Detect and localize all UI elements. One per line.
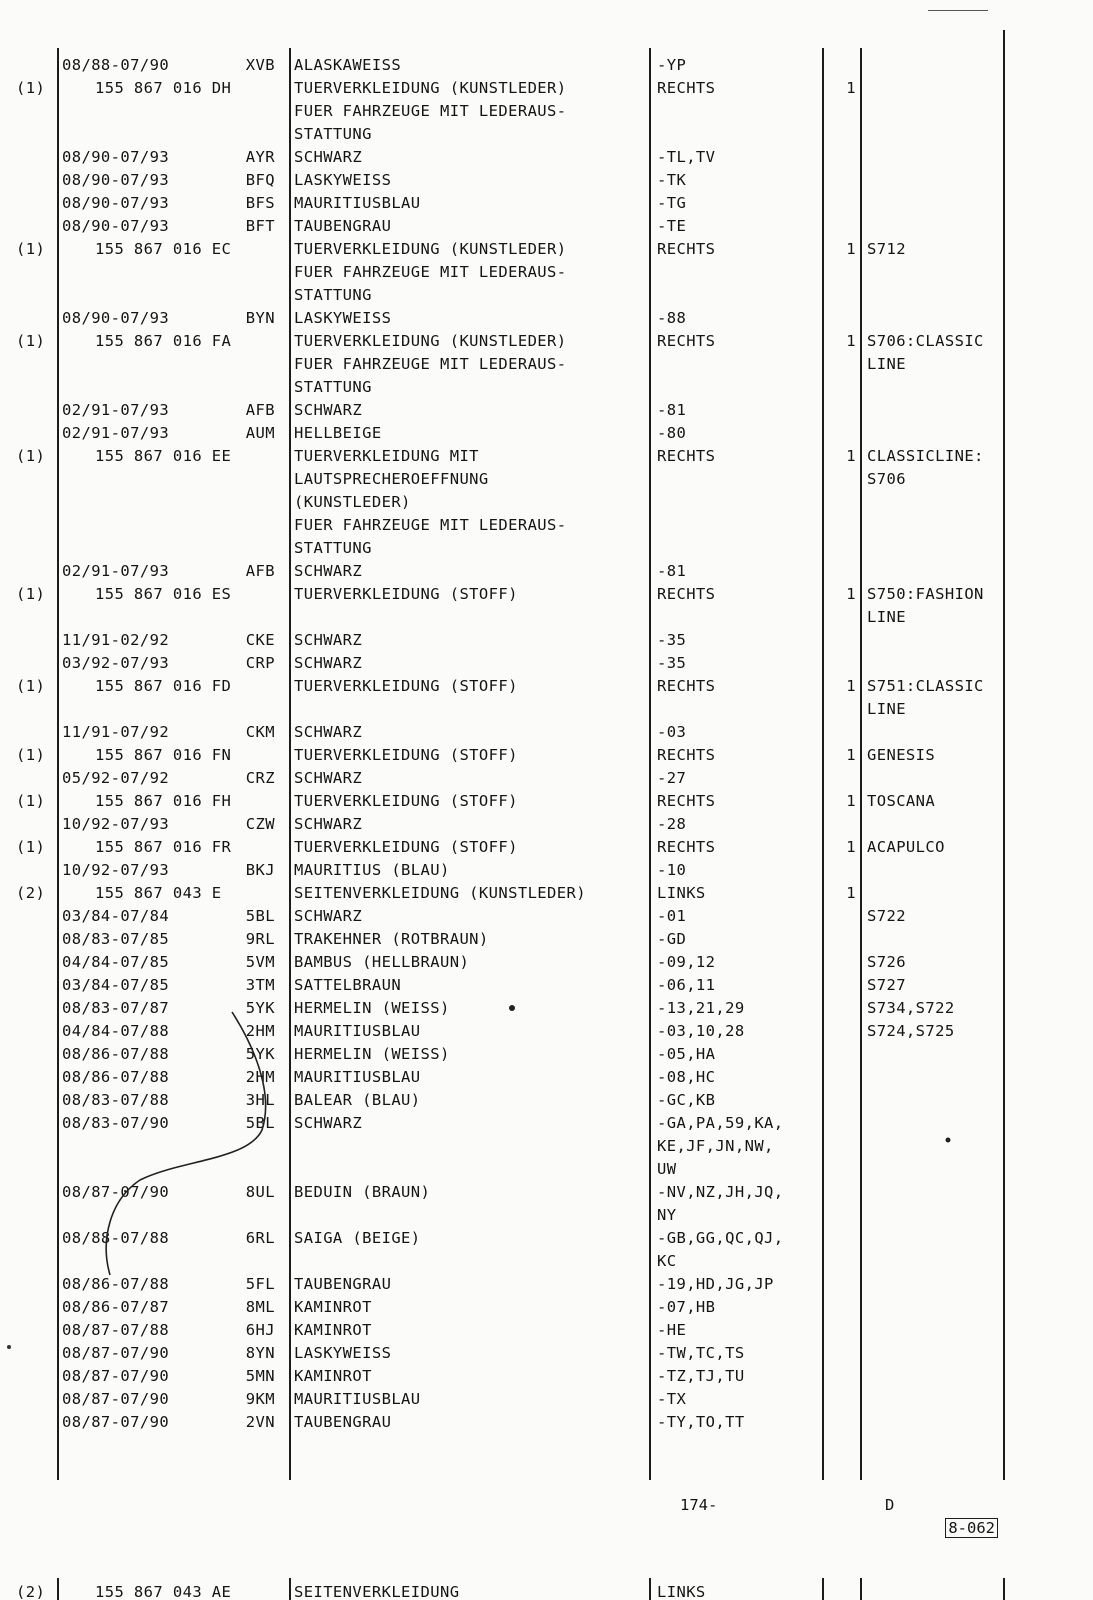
- color-code: 8UL: [245, 1183, 275, 1201]
- peek-divider-code: [289, 1578, 291, 1600]
- color-code: BKJ: [245, 861, 275, 879]
- color-code: 9RL: [245, 930, 275, 948]
- color-code: BYN: [245, 309, 275, 327]
- row-mark: (1): [16, 79, 46, 97]
- remark: -07,HB: [657, 1298, 716, 1316]
- description: SEITENVERKLEIDUNG (KUNSTLEDER): [294, 884, 586, 902]
- remark: -81: [657, 562, 687, 580]
- color-code: 2VN: [245, 1413, 275, 1431]
- date-range: 08/83-07/85: [62, 930, 170, 948]
- note: S706: [867, 470, 906, 488]
- description: SCHWARZ: [294, 815, 363, 833]
- remark: -88: [657, 309, 687, 327]
- description: TUERVERKLEIDUNG (KUNSTLEDER): [294, 332, 567, 350]
- quantity: 1: [846, 884, 856, 902]
- description: FUER FAHRZEUGE MIT LEDERAUS-: [294, 516, 567, 534]
- quantity: 1: [846, 677, 856, 695]
- date-range: 08/86-07/88: [62, 1068, 170, 1086]
- note: TOSCANA: [867, 792, 936, 810]
- part-number: 155 867 016 FR: [95, 838, 232, 856]
- color-code: 5BL: [245, 1114, 275, 1132]
- date-range: 08/88-07/90: [62, 56, 170, 74]
- color-code: XVB: [245, 56, 275, 74]
- remark: -08,HC: [657, 1068, 716, 1086]
- color-code: AUM: [245, 424, 275, 442]
- remark: RECHTS: [657, 838, 716, 856]
- row-mark: (1): [16, 677, 46, 695]
- date-range: 02/91-07/93: [62, 401, 170, 419]
- description: FUER FAHRZEUGE MIT LEDERAUS-: [294, 263, 567, 281]
- color-code: 3HL: [245, 1091, 275, 1109]
- remark: -TE: [657, 217, 687, 235]
- remark: -01: [657, 907, 687, 925]
- date-range: 08/90-07/93: [62, 171, 170, 189]
- description: SCHWARZ: [294, 1114, 363, 1132]
- description: SCHWARZ: [294, 769, 363, 787]
- row-mark: (1): [16, 240, 46, 258]
- date-range: 08/86-07/87: [62, 1298, 170, 1316]
- description: TUERVERKLEIDUNG (STOFF): [294, 838, 518, 856]
- peek-desc: SEITENVERKLEIDUNG: [294, 1583, 460, 1600]
- remark: -35: [657, 631, 687, 649]
- date-range: 08/90-07/93: [62, 309, 170, 327]
- date-range: 10/92-07/93: [62, 861, 170, 879]
- description: TUERVERKLEIDUNG MIT: [294, 447, 479, 465]
- date-range: 08/86-07/88: [62, 1275, 170, 1293]
- remark: RECHTS: [657, 79, 716, 97]
- remark: -TX: [657, 1390, 687, 1408]
- remark: -YP: [657, 56, 687, 74]
- description: TAUBENGRAU: [294, 217, 392, 235]
- description: SATTELBRAUN: [294, 976, 402, 994]
- next-page-peek: [0, 1578, 1093, 1600]
- remark: -GC,KB: [657, 1091, 716, 1109]
- remark: RECHTS: [657, 792, 716, 810]
- remark: -03: [657, 723, 687, 741]
- part-number: 155 867 016 FA: [95, 332, 232, 350]
- color-code: CRZ: [245, 769, 275, 787]
- description: TUERVERKLEIDUNG (STOFF): [294, 746, 518, 764]
- description: LASKYWEISS: [294, 309, 392, 327]
- peek-part: 155 867 043 AE: [95, 1583, 232, 1600]
- description: TAUBENGRAU: [294, 1275, 392, 1293]
- note: S724,S725: [867, 1022, 955, 1040]
- description: HERMELIN (WEISS): [294, 999, 450, 1017]
- note: S712: [867, 240, 906, 258]
- color-code: 9KM: [245, 1390, 275, 1408]
- remark: NY: [657, 1206, 677, 1224]
- note: CLASSICLINE:: [867, 447, 984, 465]
- quantity: 1: [846, 746, 856, 764]
- remark: -GB,GG,QC,QJ,: [657, 1229, 784, 1247]
- note: S722: [867, 907, 906, 925]
- color-code: 8ML: [245, 1298, 275, 1316]
- remark: -GA,PA,59,KA,: [657, 1114, 784, 1132]
- date-range: 04/84-07/85: [62, 953, 170, 971]
- row-mark: (1): [16, 332, 46, 350]
- date-range: 08/87-07/90: [62, 1344, 170, 1362]
- date-range: 03/92-07/93: [62, 654, 170, 672]
- quantity: 1: [846, 792, 856, 810]
- color-code: 3TM: [245, 976, 275, 994]
- remark: -HE: [657, 1321, 687, 1339]
- peek-remark: LINKS: [657, 1583, 706, 1600]
- description: TUERVERKLEIDUNG (STOFF): [294, 792, 518, 810]
- note: LINE: [867, 608, 906, 626]
- note: GENESIS: [867, 746, 936, 764]
- date-range: 08/88-07/88: [62, 1229, 170, 1247]
- page-number: 174-: [680, 1496, 718, 1514]
- description: SAIGA (BEIGE): [294, 1229, 421, 1247]
- color-code: 8YN: [245, 1344, 275, 1362]
- note: S751:CLASSIC: [867, 677, 984, 695]
- remark: UW: [657, 1160, 677, 1178]
- description: LAUTSPRECHEROEFFNUNG: [294, 470, 489, 488]
- description: FUER FAHRZEUGE MIT LEDERAUS-: [294, 102, 567, 120]
- color-code: 5BL: [245, 907, 275, 925]
- row-mark: (1): [16, 838, 46, 856]
- remark: RECHTS: [657, 447, 716, 465]
- color-code: 6RL: [245, 1229, 275, 1247]
- date-range: 03/84-07/85: [62, 976, 170, 994]
- part-number: 155 867 016 DH: [95, 79, 232, 97]
- date-range: 04/84-07/88: [62, 1022, 170, 1040]
- remark: -GD: [657, 930, 687, 948]
- date-range: 08/87-07/90: [62, 1413, 170, 1431]
- row-mark: (1): [16, 792, 46, 810]
- description: SCHWARZ: [294, 654, 363, 672]
- remark: -35: [657, 654, 687, 672]
- description: TUERVERKLEIDUNG (STOFF): [294, 677, 518, 695]
- note: ACAPULCO: [867, 838, 945, 856]
- row-mark: (1): [16, 447, 46, 465]
- color-code: 2HM: [245, 1022, 275, 1040]
- description: MAURITIUS (BLAU): [294, 861, 450, 879]
- remark: -19,HD,JG,JP: [657, 1275, 774, 1293]
- note: LINE: [867, 355, 906, 373]
- description: SCHWARZ: [294, 631, 363, 649]
- description: BAMBUS (HELLBRAUN): [294, 953, 470, 971]
- quantity: 1: [846, 79, 856, 97]
- remark: -13,21,29: [657, 999, 745, 1017]
- doc-reference: [908, 1494, 998, 1563]
- description: STATTUNG: [294, 286, 372, 304]
- row-mark: (1): [16, 746, 46, 764]
- date-range: 08/87-07/90: [62, 1367, 170, 1385]
- remark: -27: [657, 769, 687, 787]
- remark: -TG: [657, 194, 687, 212]
- note: S706:CLASSIC: [867, 332, 984, 350]
- remark: -TW,TC,TS: [657, 1344, 745, 1362]
- description: BEDUIN (BRAUN): [294, 1183, 431, 1201]
- note: S726: [867, 953, 906, 971]
- color-code: BFT: [245, 217, 275, 235]
- date-range: 08/87-07/88: [62, 1321, 170, 1339]
- description: TAUBENGRAU: [294, 1413, 392, 1431]
- date-range: 03/84-07/84: [62, 907, 170, 925]
- quantity: 1: [846, 240, 856, 258]
- description: LASKYWEISS: [294, 1344, 392, 1362]
- remark: -TK: [657, 171, 687, 189]
- date-range: 08/90-07/93: [62, 217, 170, 235]
- description: BALEAR (BLAU): [294, 1091, 421, 1109]
- date-range: 08/83-07/90: [62, 1114, 170, 1132]
- color-code: 5VM: [245, 953, 275, 971]
- color-code: BFQ: [245, 171, 275, 189]
- remark: -10: [657, 861, 687, 879]
- date-range: 08/90-07/93: [62, 148, 170, 166]
- description: STATTUNG: [294, 125, 372, 143]
- description: MAURITIUSBLAU: [294, 1022, 421, 1040]
- remark: -TZ,TJ,TU: [657, 1367, 745, 1385]
- quantity: 1: [846, 838, 856, 856]
- note: LINE: [867, 700, 906, 718]
- note: S727: [867, 976, 906, 994]
- remark: RECHTS: [657, 677, 716, 695]
- color-code: 5YK: [245, 999, 275, 1017]
- description: (KUNSTLEDER): [294, 493, 411, 511]
- part-number: 155 867 016 EE: [95, 447, 232, 465]
- remark: -81: [657, 401, 687, 419]
- remark: -06,11: [657, 976, 716, 994]
- description: STATTUNG: [294, 539, 372, 557]
- part-number: 155 867 016 FH: [95, 792, 232, 810]
- date-range: 08/90-07/93: [62, 194, 170, 212]
- remark: -TL,TV: [657, 148, 716, 166]
- part-number: 155 867 043 E: [95, 884, 222, 902]
- remark: -09,12: [657, 953, 716, 971]
- remark: -NV,NZ,JH,JQ,: [657, 1183, 784, 1201]
- remark: -80: [657, 424, 687, 442]
- remark: -TY,TO,TT: [657, 1413, 745, 1431]
- color-code: 6HJ: [245, 1321, 275, 1339]
- description: SCHWARZ: [294, 401, 363, 419]
- quantity: 1: [846, 585, 856, 603]
- remark: -05,HA: [657, 1045, 716, 1063]
- description: LASKYWEISS: [294, 171, 392, 189]
- description: TUERVERKLEIDUNG (KUNSTLEDER): [294, 79, 567, 97]
- description: HELLBEIGE: [294, 424, 382, 442]
- date-range: 08/87-07/90: [62, 1183, 170, 1201]
- description: KAMINROT: [294, 1321, 372, 1339]
- row-mark: (2): [16, 884, 46, 902]
- part-number: 155 867 016 FN: [95, 746, 232, 764]
- remark: RECHTS: [657, 332, 716, 350]
- doc-reference-box: 8-062: [945, 1518, 998, 1538]
- date-range: 11/91-07/92: [62, 723, 170, 741]
- color-code: 5YK: [245, 1045, 275, 1063]
- color-code: CZW: [245, 815, 275, 833]
- quantity: 1: [846, 332, 856, 350]
- remark: RECHTS: [657, 240, 716, 258]
- color-code: CKE: [245, 631, 275, 649]
- date-range: 08/83-07/87: [62, 999, 170, 1017]
- color-code: AYR: [245, 148, 275, 166]
- description: FUER FAHRZEUGE MIT LEDERAUS-: [294, 355, 567, 373]
- peek-divider-qty: [860, 1578, 862, 1600]
- description: TUERVERKLEIDUNG (KUNSTLEDER): [294, 240, 567, 258]
- remark: LINKS: [657, 884, 706, 902]
- date-range: 10/92-07/93: [62, 815, 170, 833]
- description: HERMELIN (WEISS): [294, 1045, 450, 1063]
- part-number: 155 867 016 ES: [95, 585, 232, 603]
- description: STATTUNG: [294, 378, 372, 396]
- note: S750:FASHION: [867, 585, 984, 603]
- color-code: CRP: [245, 654, 275, 672]
- row-mark: (1): [16, 585, 46, 603]
- description: MAURITIUSBLAU: [294, 1068, 421, 1086]
- remark: RECHTS: [657, 746, 716, 764]
- part-number: 155 867 016 EC: [95, 240, 232, 258]
- part-number: 155 867 016 FD: [95, 677, 232, 695]
- date-range: 08/87-07/90: [62, 1390, 170, 1408]
- description: KAMINROT: [294, 1367, 372, 1385]
- description: SCHWARZ: [294, 907, 363, 925]
- color-code: 5MN: [245, 1367, 275, 1385]
- peek-divider-left: [57, 1578, 59, 1600]
- description: MAURITIUSBLAU: [294, 194, 421, 212]
- remark: KC: [657, 1252, 677, 1270]
- description: SCHWARZ: [294, 562, 363, 580]
- date-range: 05/92-07/92: [62, 769, 170, 787]
- remark: KE,JF,JN,NW,: [657, 1137, 774, 1155]
- color-code: BFS: [245, 194, 275, 212]
- doc-prefix: D: [885, 1496, 895, 1514]
- date-range: 02/91-07/93: [62, 562, 170, 580]
- remark: RECHTS: [657, 585, 716, 603]
- color-code: 5FL: [245, 1275, 275, 1293]
- description: KAMINROT: [294, 1298, 372, 1316]
- description: TRAKEHNER (ROTBRAUN): [294, 930, 489, 948]
- description: SCHWARZ: [294, 723, 363, 741]
- peek-divider-right: [1003, 1578, 1005, 1600]
- peek-divider-desc: [649, 1578, 651, 1600]
- remark: -03,10,28: [657, 1022, 745, 1040]
- color-code: AFB: [245, 401, 275, 419]
- date-range: 11/91-02/92: [62, 631, 170, 649]
- date-range: 08/83-07/88: [62, 1091, 170, 1109]
- remark: -28: [657, 815, 687, 833]
- date-range: 08/86-07/88: [62, 1045, 170, 1063]
- color-code: AFB: [245, 562, 275, 580]
- description: TUERVERKLEIDUNG (STOFF): [294, 585, 518, 603]
- description: SCHWARZ: [294, 148, 363, 166]
- color-code: 2HM: [245, 1068, 275, 1086]
- quantity: 1: [846, 447, 856, 465]
- peek-mark: (2): [16, 1583, 46, 1600]
- description: ALASKAWEISS: [294, 56, 402, 74]
- color-code: CKM: [245, 723, 275, 741]
- description: MAURITIUSBLAU: [294, 1390, 421, 1408]
- date-range: 02/91-07/93: [62, 424, 170, 442]
- note: S734,S722: [867, 999, 955, 1017]
